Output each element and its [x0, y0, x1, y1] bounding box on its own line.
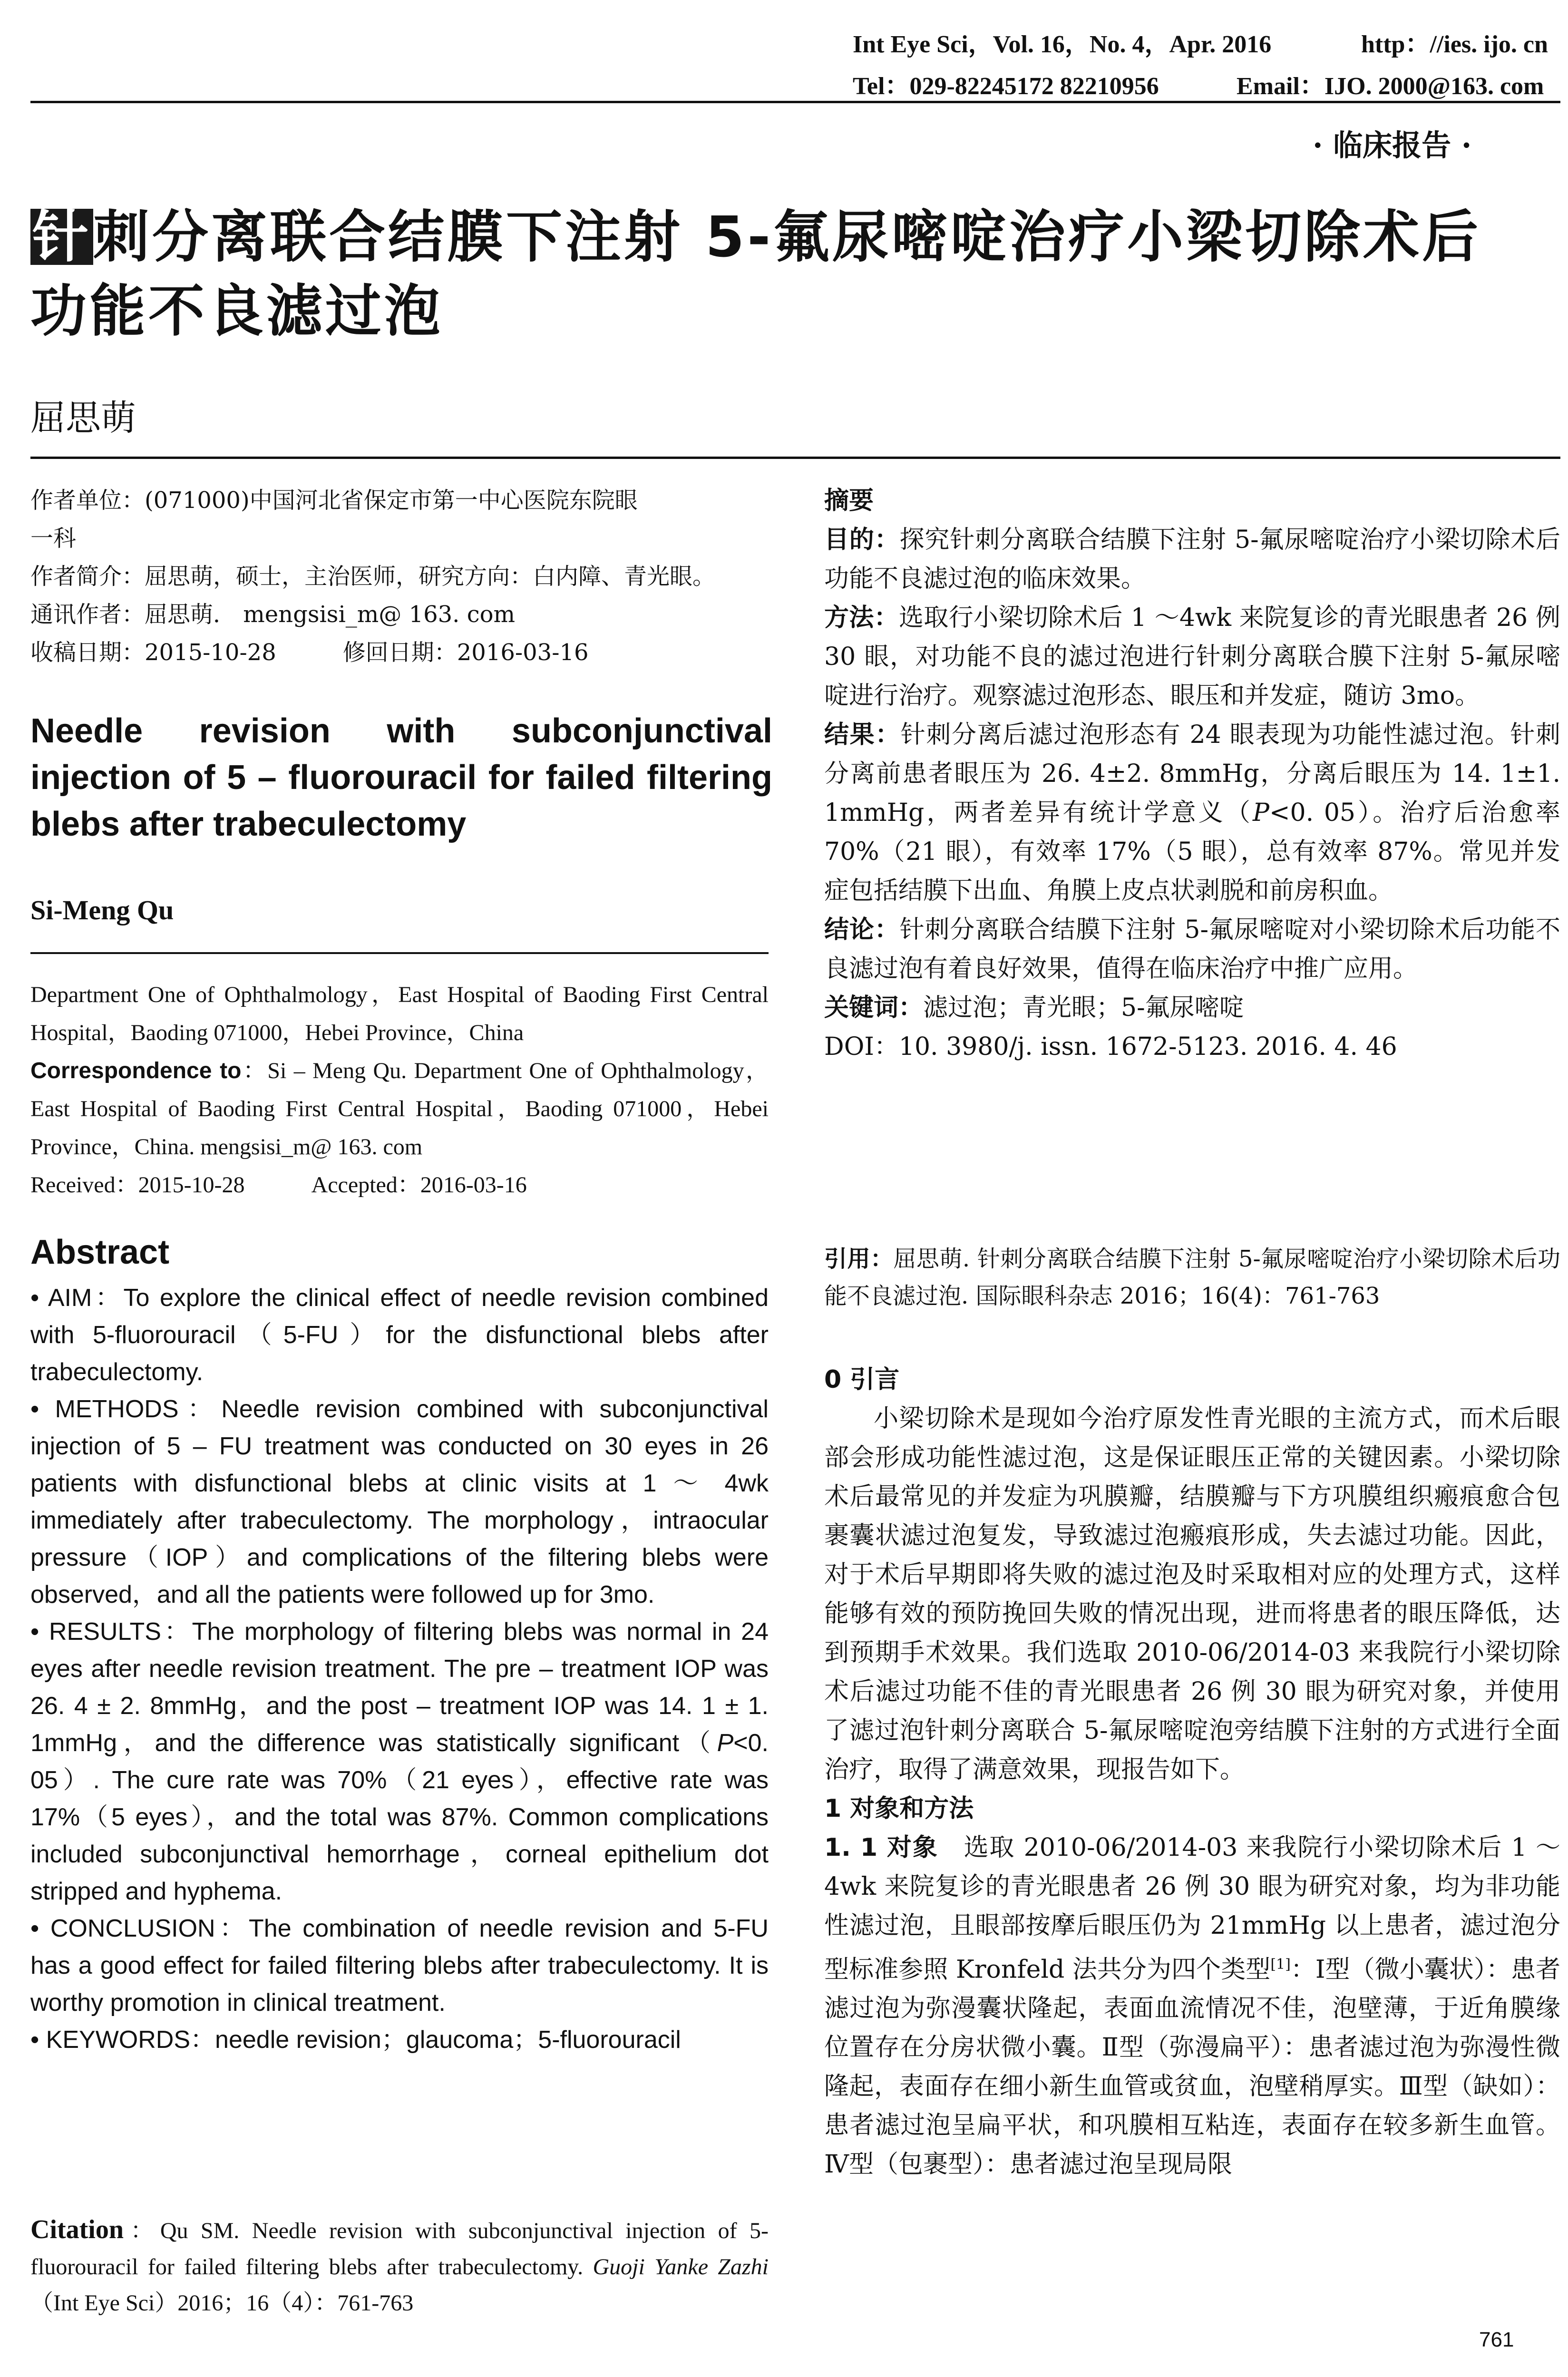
subjects-text-a: 选取 2010-06/2014-03 来我院行小梁切除术后 1 ～4wk 来院复诊的青光眼患者 26 例 30 眼为研究对象，均为非功能性滤过泡，且眼部按摩后眼压仍为 21mmHg 以上患者，滤过泡分型标准参照 Kronfeld 法共分为四个类型 [824, 1833, 1560, 1984]
author-en-rule [30, 952, 769, 954]
citation-label-en: Citation [30, 2215, 124, 2244]
citation-en [30, 2211, 769, 2321]
method-label-cn: 方法： [824, 604, 899, 632]
intro-heading: 0 引言 [824, 1365, 900, 1394]
citation-label-cn: 引用： [824, 1246, 894, 1272]
revised-date-cn: 修回日期：2016-03-16 [342, 639, 589, 666]
subjects-text-b: ：Ⅰ型（微小囊状）：患者滤过泡为弥漫囊状隆起，表面血流情况不佳，泡壁薄，于近角膜缘位置存在分房状微小囊。Ⅱ型（弥漫扁平）：患者滤过泡为弥漫性微隆起，表面存在细小新生血管或贫血，泡壁稍厚实。Ⅲ型（缺如）：患者滤过泡呈扁平状，和巩膜相互粘连，表面存在较多新生血管。Ⅳ型（包裹型）：患者滤过泡呈现局限 [824, 1955, 1560, 2179]
kw-label-cn: 关键词： [824, 994, 924, 1022]
citation-cn [824, 1240, 1560, 1315]
corresponding-author: 通讯作者：屈思萌． mengsisi_m@ 163. com [30, 601, 515, 628]
abstract-cn-method [824, 598, 1560, 715]
abstract-conclusion: • CONCLUSION：The combination of needle revision and 5-FU has a good effect for failed filtering blebs after trabeculectomy. It is worthy promotion in clinical treatment. [30, 1915, 769, 2017]
journal-volume-line: Int Eye Sci，Vol. 16，No. 4，Apr. 2016 [853, 31, 1272, 58]
title-cn [30, 200, 1562, 348]
title-rule [30, 457, 1560, 459]
author-en: Si-Meng Qu [30, 895, 174, 925]
title-en: Needle revision with subconjunctival injection of 5 – fluorouracil for failed filtering blebs after trabeculectomy [30, 712, 772, 843]
abstract-heading-en: Abstract [30, 1233, 170, 1271]
received-date-cn: 收稿日期：2015-10-28 [30, 639, 276, 666]
citation-text-cn: 屈思萌. 针刺分离联合结膜下注射 5-氟尿嘧啶治疗小梁切除术后功能不良滤过泡. 国际眼科杂志 2016；16(4)：761-763 [824, 1246, 1560, 1309]
citation-journal: Guoji Yanke Zazhi [593, 2254, 769, 2280]
intro-section [824, 1360, 1560, 2184]
author-info-cn [30, 481, 772, 672]
section-label: · 临床报告 · [1313, 128, 1472, 163]
correspondence-label: Correspondence to [30, 1058, 242, 1083]
correspondence-text: ：Si – Meng Qu. Department One of Ophthalmology，East Hospital of Baoding First Central Hospital，Baoding 071000，Hebei Province，China. mengsisi_m@ 163. com [30, 1058, 769, 1159]
journal-url[interactable]: http：//ies. ijo. cn [1361, 31, 1548, 58]
abstract-methods: • METHODS：Needle revision combined with subconjunctival injection of 5 – FU treatment was conducted on 30 eyes in 26 patients with disfunctional blebs at clinic visits at 1 ～ 4wk immediately after trabeculectomy. The morphology，intraocular pressure（IOP）and complications of the filtering blebs were observed，and all the patients were followed up for 3mo. [30, 1395, 769, 1608]
aim-text-cn: 探究针刺分离联合结膜下注射 5-氟尿嘧啶治疗小梁切除术后功能不良滤过泡的临床效果。 [824, 526, 1560, 593]
abstract-keywords: • KEYWORDS：needle revision；glaucoma；5-fluorouracil [30, 2026, 681, 2054]
dates-en [30, 1166, 769, 1204]
methods-subjects [824, 1828, 1560, 2184]
title-first-char: 针 [30, 209, 93, 265]
page-number: 761 [1479, 2328, 1514, 2351]
abstract-cn-conclusion [824, 910, 1560, 988]
citation-text-b: （Int Eye Sci）2016；16（4）：761-763 [30, 2290, 414, 2316]
kw-text-cn: 滤过泡；青光眼；5-氟尿嘧啶 [923, 994, 1244, 1022]
citation-text-a: ：Qu SM. Needle revision with subconjunctival injection of 5-fluorouracil for failed filtering blebs after trabeculectomy. [30, 2218, 769, 2280]
abstract-cn-aim [824, 520, 1560, 598]
header-rule [30, 101, 1560, 103]
results-text-a: • RESULTS：The morphology of filtering blebs was normal in 24 eyes after needle revision treatment. The pre – treatment IOP was 26. 4 ± 2. 8mmHg，and the post – treatment IOP was 14. 1 ± 1. 1mmHg，and the difference was statistically significant（ [30, 1618, 769, 1757]
title-line1: 刺分离联合结膜下注射 5-氟尿嘧啶治疗小梁切除术后 [93, 204, 1481, 270]
abstract-aim: • AIM：To explore the clinical effect of needle revision combined with 5-fluorouracil（5-FU）for the disfunctional blebs after trabeculectomy. [30, 1284, 769, 1386]
affiliation-text: Department One of Ophthalmology，East Hospital of Baoding First Central Hospital，Baoding 071000，Hebei Province，China [30, 982, 769, 1045]
results-p-symbol: P [717, 1729, 734, 1757]
author-cn: 屈思萌 [30, 398, 136, 438]
methods-heading: 1 对象和方法 [824, 1794, 974, 1823]
intro-text: 小梁切除术是现如今治疗原发性青光眼的主流方式，而术后眼部会形成功能性滤过泡，这是保证眼压正常的关键因素。小梁切除术后最常见的并发症为巩膜瓣，结膜瓣与下方巩膜组织瘢痕愈合包裹囊状滤过泡复发，导致滤过泡瘢痕形成，失去滤过功能。因此，对于术后早期即将失败的滤过泡及时采取相对应的处理方式，这样能够有效的预防挽回失败的情况出现，进而将患者的眼压降低，达到预期手术效果。我们选取 2010-06/2014-03 来我院行小梁切除术后滤过功能不佳的青光眼患者 26 例 30 眼为研究对象，并使用了滤过泡针刺分离联合 5-氟尿嘧啶泡旁结膜下注射的方式进行全面治疗，取得了满意效果，现报告如下。 [824, 1404, 1560, 1784]
results-text-b: <0. 05）. The cure rate was 70%（21 eyes），effective rate was 17%（5 eyes），and the total was 87%. Common complications included subconjunctival hemorrhage，corneal epithelium dot stripped and hyphema. [30, 1729, 769, 1905]
journal-tel: Tel：029-82245172 82210956 [853, 73, 1159, 100]
result-text-a-cn: 针刺分离后滤过泡形态有 24 眼表现为功能性滤过泡。针刺分离前患者眼压为 26. 4±2. 8mmHg，分离后眼压为 14. 1±1. 1mmHg，两者差异有统计学意义（ [824, 721, 1560, 827]
result-text-b-cn: <0. 05）。治疗后治愈率 70%（21 眼），有效率 17%（5 眼），总有效率 87%。常见并发症包括结膜下出血、角膜上皮点状剥脱和前房积血。 [824, 799, 1560, 905]
abstract-cn-result [824, 715, 1560, 910]
correspondence-en [30, 1052, 769, 1166]
unit-line1: 作者单位：(071000)中国河北省保定市第一中心医院东院眼 [30, 487, 638, 514]
abstract-cn-keywords [824, 988, 1560, 1027]
received-date-en: Received：2015-10-28 [30, 1172, 245, 1198]
author-bio: 作者简介：屈思萌，硕士，主治医师，研究方向：白内障、青光眼。 [30, 563, 716, 590]
concl-text-cn: 针刺分离联合结膜下注射 5-氟尿嘧啶对小梁切除术后功能不良滤过泡有着良好效果，值得在临床治疗中推广应用。 [824, 916, 1560, 983]
method-text-cn: 选取行小梁切除术后 1 ～4wk 来院复诊的青光眼患者 26 例 30 眼，对功能不良的滤过泡进行针刺分离联合膜下注射 5-氟尿嘧啶进行治疗。观察滤过泡形态、眼压和并发症，随访 3mo。 [824, 604, 1560, 710]
dates-cn [30, 633, 772, 672]
doi[interactable]: DOI：10. 3980/j. issn. 1672-5123. 2016. 4. 46 [824, 1033, 1397, 1061]
abstract-heading-cn: 摘要 [824, 487, 874, 515]
abstract-cn [824, 481, 1560, 1066]
journal-email[interactable]: Email：IJO. 2000@163. com [1237, 73, 1544, 100]
aim-label-cn: 目的： [824, 526, 900, 554]
result-label-cn: 结果： [824, 721, 901, 749]
result-p-symbol-cn: P [1252, 799, 1269, 827]
unit-line2: 一科 [30, 525, 77, 552]
subjects-label: 1. 1 对象 [824, 1833, 938, 1862]
reference-1[interactable]: [1] [1270, 1956, 1291, 1973]
affiliation-en [30, 976, 769, 1204]
abstract-results [30, 1613, 769, 1910]
title-line2: 功能不良滤过泡 [30, 278, 444, 344]
accepted-date-en: Accepted：2016-03-16 [311, 1172, 527, 1198]
concl-label-cn: 结论： [824, 916, 900, 944]
abstract-en-body [30, 1279, 769, 2058]
